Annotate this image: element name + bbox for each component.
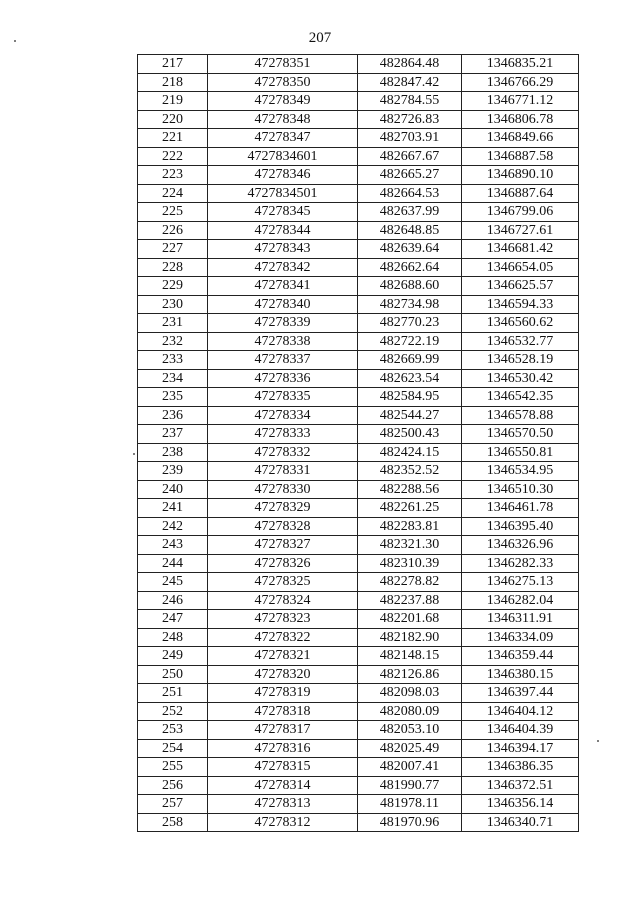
row-number-cell: 234 bbox=[138, 369, 208, 388]
y-coordinate-cell: 1346654.05 bbox=[462, 258, 579, 277]
table-row bbox=[138, 776, 579, 795]
point-id-cell: 47278316 bbox=[208, 739, 358, 758]
row-number-cell: 228 bbox=[138, 258, 208, 277]
table-row bbox=[138, 295, 579, 314]
y-coordinate-cell: 1346766.29 bbox=[462, 73, 579, 92]
table-row bbox=[138, 203, 579, 222]
point-id-cell: 47278338 bbox=[208, 332, 358, 351]
x-coordinate-cell: 482098.03 bbox=[358, 684, 462, 703]
x-coordinate-cell: 482126.86 bbox=[358, 665, 462, 684]
y-coordinate-cell: 1346282.04 bbox=[462, 591, 579, 610]
x-coordinate-cell: 482784.55 bbox=[358, 92, 462, 111]
y-coordinate-cell: 1346404.12 bbox=[462, 702, 579, 721]
y-coordinate-cell: 1346311.91 bbox=[462, 610, 579, 629]
point-id-cell: 47278335 bbox=[208, 388, 358, 407]
point-id-cell: 47278331 bbox=[208, 462, 358, 481]
table-row bbox=[138, 147, 579, 166]
x-coordinate-cell: 482864.48 bbox=[358, 55, 462, 74]
table-row bbox=[138, 406, 579, 425]
point-id-cell: 47278329 bbox=[208, 499, 358, 518]
table-row bbox=[138, 314, 579, 333]
page-number: 207 bbox=[308, 30, 332, 46]
x-coordinate-cell: 482667.67 bbox=[358, 147, 462, 166]
y-coordinate-cell: 1346727.61 bbox=[462, 221, 579, 240]
point-id-cell: 47278342 bbox=[208, 258, 358, 277]
y-coordinate-cell: 1346326.96 bbox=[462, 536, 579, 555]
y-coordinate-cell: 1346359.44 bbox=[462, 647, 579, 666]
y-coordinate-cell: 1346849.66 bbox=[462, 129, 579, 148]
table-row bbox=[138, 739, 579, 758]
table-row bbox=[138, 388, 579, 407]
point-id-cell: 47278333 bbox=[208, 425, 358, 444]
y-coordinate-cell: 1346530.42 bbox=[462, 369, 579, 388]
row-number-cell: 244 bbox=[138, 554, 208, 573]
table-body bbox=[138, 55, 579, 832]
table-row bbox=[138, 73, 579, 92]
row-number-cell: 236 bbox=[138, 406, 208, 425]
table-row bbox=[138, 517, 579, 536]
x-coordinate-cell: 482288.56 bbox=[358, 480, 462, 499]
x-coordinate-cell: 482424.15 bbox=[358, 443, 462, 462]
point-id-cell: 47278340 bbox=[208, 295, 358, 314]
point-id-cell: 47278330 bbox=[208, 480, 358, 499]
x-coordinate-cell: 481978.11 bbox=[358, 795, 462, 814]
point-id-cell: 47278321 bbox=[208, 647, 358, 666]
table-row bbox=[138, 240, 579, 259]
y-coordinate-cell: 1346681.42 bbox=[462, 240, 579, 259]
y-coordinate-cell: 1346528.19 bbox=[462, 351, 579, 370]
point-id-cell: 47278349 bbox=[208, 92, 358, 111]
x-coordinate-cell: 482182.90 bbox=[358, 628, 462, 647]
point-id-cell: 4727834601 bbox=[208, 147, 358, 166]
y-coordinate-cell: 1346806.78 bbox=[462, 110, 579, 129]
row-number-cell: 219 bbox=[138, 92, 208, 111]
table-row bbox=[138, 462, 579, 481]
row-number-cell: 217 bbox=[138, 55, 208, 74]
row-number-cell: 221 bbox=[138, 129, 208, 148]
y-coordinate-cell: 1346394.17 bbox=[462, 739, 579, 758]
row-number-cell: 226 bbox=[138, 221, 208, 240]
row-number-cell: 239 bbox=[138, 462, 208, 481]
x-coordinate-cell: 482201.68 bbox=[358, 610, 462, 629]
point-id-cell: 47278336 bbox=[208, 369, 358, 388]
scan-speck bbox=[14, 40, 16, 42]
row-number-cell: 218 bbox=[138, 73, 208, 92]
row-number-cell: 240 bbox=[138, 480, 208, 499]
x-coordinate-cell: 481990.77 bbox=[358, 776, 462, 795]
point-id-cell: 47278350 bbox=[208, 73, 358, 92]
x-coordinate-cell: 481970.96 bbox=[358, 813, 462, 832]
row-number-cell: 224 bbox=[138, 184, 208, 203]
x-coordinate-cell: 482734.98 bbox=[358, 295, 462, 314]
point-id-cell: 47278315 bbox=[208, 758, 358, 777]
y-coordinate-cell: 1346372.51 bbox=[462, 776, 579, 795]
point-id-cell: 47278317 bbox=[208, 721, 358, 740]
x-coordinate-cell: 482637.99 bbox=[358, 203, 462, 222]
y-coordinate-cell: 1346380.15 bbox=[462, 665, 579, 684]
y-coordinate-cell: 1346835.21 bbox=[462, 55, 579, 74]
table-row bbox=[138, 351, 579, 370]
row-number-cell: 251 bbox=[138, 684, 208, 703]
x-coordinate-cell: 482584.95 bbox=[358, 388, 462, 407]
y-coordinate-cell: 1346404.39 bbox=[462, 721, 579, 740]
x-coordinate-cell: 482283.81 bbox=[358, 517, 462, 536]
row-number-cell: 222 bbox=[138, 147, 208, 166]
point-id-cell: 47278325 bbox=[208, 573, 358, 592]
row-number-cell: 249 bbox=[138, 647, 208, 666]
row-number-cell: 233 bbox=[138, 351, 208, 370]
row-number-cell: 227 bbox=[138, 240, 208, 259]
x-coordinate-cell: 482053.10 bbox=[358, 721, 462, 740]
table-row bbox=[138, 721, 579, 740]
point-id-cell: 47278328 bbox=[208, 517, 358, 536]
row-number-cell: 225 bbox=[138, 203, 208, 222]
table-row bbox=[138, 628, 579, 647]
point-id-cell: 47278348 bbox=[208, 110, 358, 129]
row-number-cell: 247 bbox=[138, 610, 208, 629]
point-id-cell: 4727834501 bbox=[208, 184, 358, 203]
x-coordinate-cell: 482847.42 bbox=[358, 73, 462, 92]
x-coordinate-cell: 482007.41 bbox=[358, 758, 462, 777]
y-coordinate-cell: 1346461.78 bbox=[462, 499, 579, 518]
row-number-cell: 231 bbox=[138, 314, 208, 333]
coordinates-table bbox=[137, 54, 579, 832]
table-row bbox=[138, 369, 579, 388]
y-coordinate-cell: 1346594.33 bbox=[462, 295, 579, 314]
row-number-cell: 241 bbox=[138, 499, 208, 518]
table-row bbox=[138, 55, 579, 74]
row-number-cell: 245 bbox=[138, 573, 208, 592]
x-coordinate-cell: 482148.15 bbox=[358, 647, 462, 666]
x-coordinate-cell: 482665.27 bbox=[358, 166, 462, 185]
point-id-cell: 47278327 bbox=[208, 536, 358, 555]
table-row bbox=[138, 443, 579, 462]
x-coordinate-cell: 482664.53 bbox=[358, 184, 462, 203]
table-row bbox=[138, 573, 579, 592]
y-coordinate-cell: 1346890.10 bbox=[462, 166, 579, 185]
point-id-cell: 47278320 bbox=[208, 665, 358, 684]
x-coordinate-cell: 482500.43 bbox=[358, 425, 462, 444]
y-coordinate-cell: 1346340.71 bbox=[462, 813, 579, 832]
y-coordinate-cell: 1346510.30 bbox=[462, 480, 579, 499]
row-number-cell: 238 bbox=[138, 443, 208, 462]
table-row bbox=[138, 813, 579, 832]
point-id-cell: 47278334 bbox=[208, 406, 358, 425]
row-number-cell: 232 bbox=[138, 332, 208, 351]
row-number-cell: 256 bbox=[138, 776, 208, 795]
table-row bbox=[138, 166, 579, 185]
point-id-cell: 47278332 bbox=[208, 443, 358, 462]
row-number-cell: 252 bbox=[138, 702, 208, 721]
point-id-cell: 47278326 bbox=[208, 554, 358, 573]
point-id-cell: 47278314 bbox=[208, 776, 358, 795]
point-id-cell: 47278345 bbox=[208, 203, 358, 222]
x-coordinate-cell: 482623.54 bbox=[358, 369, 462, 388]
table-row bbox=[138, 258, 579, 277]
x-coordinate-cell: 482261.25 bbox=[358, 499, 462, 518]
y-coordinate-cell: 1346799.06 bbox=[462, 203, 579, 222]
table-row bbox=[138, 129, 579, 148]
row-number-cell: 242 bbox=[138, 517, 208, 536]
table-row bbox=[138, 110, 579, 129]
y-coordinate-cell: 1346397.44 bbox=[462, 684, 579, 703]
y-coordinate-cell: 1346282.33 bbox=[462, 554, 579, 573]
row-number-cell: 243 bbox=[138, 536, 208, 555]
point-id-cell: 47278312 bbox=[208, 813, 358, 832]
y-coordinate-cell: 1346356.14 bbox=[462, 795, 579, 814]
y-coordinate-cell: 1346578.88 bbox=[462, 406, 579, 425]
y-coordinate-cell: 1346625.57 bbox=[462, 277, 579, 296]
x-coordinate-cell: 482352.52 bbox=[358, 462, 462, 481]
row-number-cell: 223 bbox=[138, 166, 208, 185]
y-coordinate-cell: 1346570.50 bbox=[462, 425, 579, 444]
x-coordinate-cell: 482639.64 bbox=[358, 240, 462, 259]
table-row bbox=[138, 647, 579, 666]
point-id-cell: 47278324 bbox=[208, 591, 358, 610]
scan-speck bbox=[133, 453, 135, 455]
table-row bbox=[138, 795, 579, 814]
table-row bbox=[138, 610, 579, 629]
row-number-cell: 220 bbox=[138, 110, 208, 129]
y-coordinate-cell: 1346534.95 bbox=[462, 462, 579, 481]
row-number-cell: 253 bbox=[138, 721, 208, 740]
row-number-cell: 235 bbox=[138, 388, 208, 407]
x-coordinate-cell: 482688.60 bbox=[358, 277, 462, 296]
row-number-cell: 258 bbox=[138, 813, 208, 832]
x-coordinate-cell: 482703.91 bbox=[358, 129, 462, 148]
table-row bbox=[138, 425, 579, 444]
x-coordinate-cell: 482662.64 bbox=[358, 258, 462, 277]
table-row bbox=[138, 277, 579, 296]
row-number-cell: 230 bbox=[138, 295, 208, 314]
point-id-cell: 47278337 bbox=[208, 351, 358, 370]
x-coordinate-cell: 482321.30 bbox=[358, 536, 462, 555]
y-coordinate-cell: 1346887.58 bbox=[462, 147, 579, 166]
table-row bbox=[138, 758, 579, 777]
y-coordinate-cell: 1346334.09 bbox=[462, 628, 579, 647]
x-coordinate-cell: 482722.19 bbox=[358, 332, 462, 351]
row-number-cell: 257 bbox=[138, 795, 208, 814]
row-number-cell: 246 bbox=[138, 591, 208, 610]
x-coordinate-cell: 482237.88 bbox=[358, 591, 462, 610]
x-coordinate-cell: 482770.23 bbox=[358, 314, 462, 333]
table-row bbox=[138, 221, 579, 240]
x-coordinate-cell: 482669.99 bbox=[358, 351, 462, 370]
row-number-cell: 250 bbox=[138, 665, 208, 684]
x-coordinate-cell: 482080.09 bbox=[358, 702, 462, 721]
table-row bbox=[138, 702, 579, 721]
x-coordinate-cell: 482544.27 bbox=[358, 406, 462, 425]
scan-speck bbox=[597, 740, 599, 742]
y-coordinate-cell: 1346560.62 bbox=[462, 314, 579, 333]
point-id-cell: 47278322 bbox=[208, 628, 358, 647]
point-id-cell: 47278339 bbox=[208, 314, 358, 333]
table-row bbox=[138, 480, 579, 499]
table-row bbox=[138, 92, 579, 111]
y-coordinate-cell: 1346386.35 bbox=[462, 758, 579, 777]
point-id-cell: 47278346 bbox=[208, 166, 358, 185]
x-coordinate-cell: 482310.39 bbox=[358, 554, 462, 573]
point-id-cell: 47278313 bbox=[208, 795, 358, 814]
row-number-cell: 255 bbox=[138, 758, 208, 777]
y-coordinate-cell: 1346542.35 bbox=[462, 388, 579, 407]
row-number-cell: 248 bbox=[138, 628, 208, 647]
point-id-cell: 47278347 bbox=[208, 129, 358, 148]
row-number-cell: 229 bbox=[138, 277, 208, 296]
x-coordinate-cell: 482726.83 bbox=[358, 110, 462, 129]
table-row bbox=[138, 684, 579, 703]
point-id-cell: 47278318 bbox=[208, 702, 358, 721]
point-id-cell: 47278344 bbox=[208, 221, 358, 240]
table-row bbox=[138, 554, 579, 573]
y-coordinate-cell: 1346887.64 bbox=[462, 184, 579, 203]
row-number-cell: 254 bbox=[138, 739, 208, 758]
row-number-cell: 237 bbox=[138, 425, 208, 444]
y-coordinate-cell: 1346275.13 bbox=[462, 573, 579, 592]
x-coordinate-cell: 482278.82 bbox=[358, 573, 462, 592]
y-coordinate-cell: 1346550.81 bbox=[462, 443, 579, 462]
y-coordinate-cell: 1346532.77 bbox=[462, 332, 579, 351]
table-row bbox=[138, 332, 579, 351]
point-id-cell: 47278343 bbox=[208, 240, 358, 259]
table-row bbox=[138, 184, 579, 203]
table-row bbox=[138, 591, 579, 610]
point-id-cell: 47278323 bbox=[208, 610, 358, 629]
y-coordinate-cell: 1346395.40 bbox=[462, 517, 579, 536]
point-id-cell: 47278351 bbox=[208, 55, 358, 74]
table-row bbox=[138, 665, 579, 684]
point-id-cell: 47278341 bbox=[208, 277, 358, 296]
table-row bbox=[138, 536, 579, 555]
x-coordinate-cell: 482648.85 bbox=[358, 221, 462, 240]
point-id-cell: 47278319 bbox=[208, 684, 358, 703]
y-coordinate-cell: 1346771.12 bbox=[462, 92, 579, 111]
x-coordinate-cell: 482025.49 bbox=[358, 739, 462, 758]
table-row bbox=[138, 499, 579, 518]
